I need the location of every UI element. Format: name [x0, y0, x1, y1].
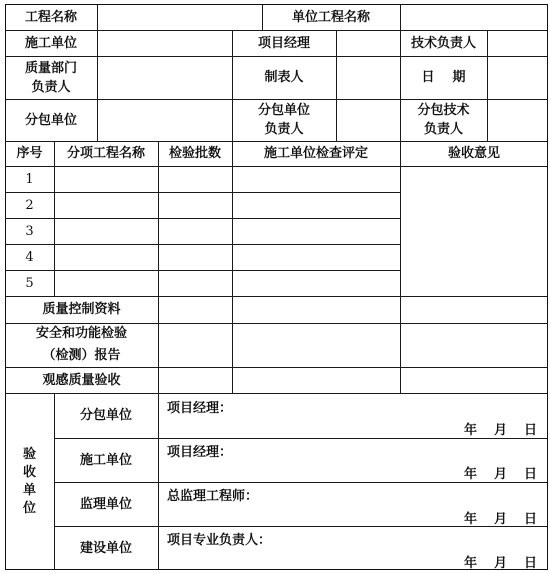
row-number: 5 — [25, 275, 34, 291]
date-month: 月 — [494, 512, 508, 527]
row-number: 1 — [25, 171, 34, 187]
col-header-batch-count: 检验批数 — [168, 146, 221, 161]
row-number: 3 — [25, 223, 34, 239]
unit-project-name-value[interactable] — [400, 4, 548, 30]
date-year: 年 — [464, 512, 478, 527]
acceptance-units-label — [5, 393, 54, 570]
unit-name-owner: 建设单位 — [79, 540, 132, 556]
acceptance-units-char: 单 — [22, 482, 36, 498]
sub-lead-value[interactable] — [336, 99, 400, 141]
acceptance-units-char: 位 — [22, 500, 36, 516]
appearance-quality-label: 观感质量验收 — [42, 372, 121, 388]
col-header-opinion: 验收意见 — [447, 146, 500, 161]
signer-label: 项目专业负责人： — [167, 533, 272, 548]
project-manager-value[interactable] — [336, 30, 400, 56]
unit-project-name-label: 单位工程名称 — [291, 9, 370, 25]
date-day: 日 — [524, 556, 538, 571]
project-name-value[interactable] — [97, 4, 262, 30]
construction-unit-value[interactable] — [97, 30, 232, 56]
sub-tech-label-line-2: 负责人 — [423, 122, 463, 137]
signer-label: 项目经理： — [167, 401, 233, 416]
construction-unit-label: 施工单位 — [24, 35, 77, 51]
safety-function-label-line-1: 安全和功能检验 — [35, 326, 127, 341]
sub-lead-label — [232, 99, 336, 141]
unit-name-construction: 施工单位 — [79, 452, 132, 468]
signer-label: 总监理工程师： — [167, 489, 259, 504]
date-month: 月 — [494, 467, 508, 482]
quality-dept-label-line-1: 质量部门 — [24, 60, 77, 76]
date-value[interactable] — [487, 56, 548, 99]
quality-dept-value[interactable] — [97, 56, 232, 99]
acceptance-units-char: 验 — [22, 446, 36, 462]
date-label: 日 期 — [421, 70, 466, 85]
unit-name-subcontractor: 分包单位 — [79, 408, 132, 423]
date-year: 年 — [464, 556, 478, 571]
sub-tech-label-line-1: 分包技术 — [417, 103, 470, 118]
table-maker-label: 制表人 — [264, 70, 304, 85]
quality-dept-label-line-2: 负责人 — [31, 79, 71, 95]
date-day: 日 — [524, 512, 538, 527]
technical-lead-label: 技术负责人 — [410, 35, 476, 51]
col-header-inspection: 施工单位检查评定 — [263, 146, 368, 161]
date-month: 月 — [494, 423, 508, 438]
date-month: 月 — [494, 556, 508, 571]
date-day: 日 — [524, 467, 538, 482]
quality-dept-label — [5, 56, 97, 99]
subcontractor-value[interactable] — [97, 99, 232, 141]
unit-name-supervision: 监理单位 — [79, 496, 132, 512]
date-day: 日 — [524, 423, 538, 438]
sign-date — [464, 508, 537, 527]
technical-lead-value[interactable] — [487, 30, 548, 56]
project-name-label: 工程名称 — [24, 9, 77, 25]
sub-tech-value[interactable] — [487, 99, 548, 141]
row-number: 2 — [25, 197, 34, 213]
sub-lead-label-line-2: 负责人 — [264, 122, 304, 137]
sub-tech-label — [400, 99, 487, 141]
safety-function-label — [5, 323, 158, 367]
sign-date — [464, 552, 537, 571]
row-number: 4 — [25, 249, 34, 265]
col-header-seq: 序号 — [16, 146, 43, 161]
acceptance-opinion-cell[interactable] — [400, 166, 548, 296]
sign-date — [464, 419, 537, 438]
sign-date — [464, 463, 537, 482]
date-year: 年 — [464, 467, 478, 482]
acceptance-units-char: 收 — [22, 464, 36, 480]
signer-label: 项目经理： — [167, 445, 233, 460]
sub-lead-label-line-1: 分包单位 — [257, 103, 310, 118]
subcontractor-label: 分包单位 — [24, 112, 77, 128]
quality-control-label: 质量控制资料 — [42, 302, 121, 317]
date-year: 年 — [464, 423, 478, 438]
project-manager-label: 项目经理 — [257, 35, 310, 51]
col-header-subitem-name: 分项工程名称 — [66, 146, 145, 161]
table-maker-value[interactable] — [336, 56, 400, 99]
safety-function-label-line-2: （检测）报告 — [42, 348, 121, 363]
